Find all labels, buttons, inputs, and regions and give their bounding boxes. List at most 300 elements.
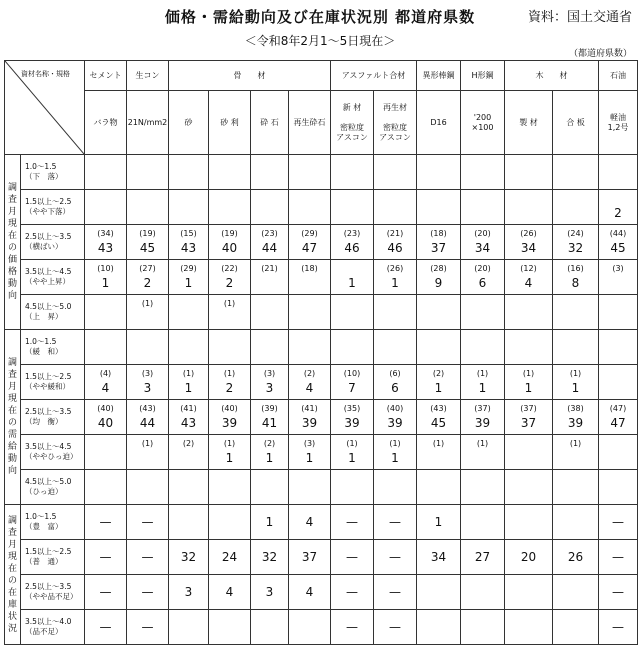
previous-value: (44) (609, 229, 627, 238)
data-cell (331, 155, 374, 190)
data-cell (461, 505, 505, 540)
current-value: 2 (143, 276, 152, 290)
column-header: 製 材 (505, 91, 553, 155)
level-label: 2.5以上～3.5 （均 衡） (21, 400, 85, 435)
table-row (5, 540, 638, 575)
corner-header (5, 61, 85, 155)
current-value: 45 (610, 241, 626, 255)
current-value: 43 (180, 416, 197, 430)
table-row (5, 260, 638, 295)
current-value: 39 (301, 416, 318, 430)
data-cell (505, 190, 553, 225)
current-value: 1 (391, 276, 399, 290)
table-row (5, 505, 638, 540)
data-cell (417, 190, 461, 225)
data-cell (289, 470, 331, 505)
current-value: — (141, 620, 154, 634)
data-cell (505, 330, 553, 365)
level-label: 1.5以上～2.5 （やや緩和） (21, 365, 85, 400)
previous-value: (43) (430, 404, 447, 413)
table-row (5, 190, 638, 225)
previous-value: (1) (223, 299, 236, 308)
data-cell (374, 400, 417, 435)
data-cell (553, 575, 599, 610)
current-value: 1 (478, 381, 487, 395)
previous-value: (41) (301, 404, 318, 413)
data-cell (417, 505, 461, 540)
previous-value: (1) (432, 439, 445, 448)
data-cell (85, 400, 127, 435)
column-header: '200 ×100 (461, 91, 505, 155)
data-cell (85, 330, 127, 365)
data-cell (289, 575, 331, 610)
current-value: 3 (143, 381, 152, 395)
table-row (5, 400, 638, 435)
previous-value: (4) (99, 369, 112, 378)
data-cell (374, 610, 417, 645)
column-header: バラ物 (85, 91, 127, 155)
current-value: — (346, 515, 358, 529)
group-header: アスファルト合材 (331, 61, 417, 91)
current-value: — (612, 585, 624, 599)
data-cell (127, 435, 169, 470)
level-label: 1.0～1.5 （豊 富） (21, 505, 85, 540)
previous-value: (20) (474, 229, 491, 238)
previous-value: (38) (567, 404, 584, 413)
previous-value: (37) (520, 404, 537, 413)
data-cell (331, 435, 374, 470)
current-value: — (99, 585, 112, 599)
current-value: 6 (478, 276, 487, 290)
current-value: 39 (387, 416, 403, 430)
data-cell (331, 190, 374, 225)
data-cell (553, 540, 599, 575)
data-cell (331, 540, 374, 575)
level-label: 3.5以上～4.0 （品不足） (21, 610, 85, 645)
data-cell (209, 190, 251, 225)
data-cell (599, 540, 638, 575)
current-value: — (389, 620, 401, 634)
data-cell (505, 470, 553, 505)
data-cell (251, 155, 289, 190)
data-cell (289, 330, 331, 365)
previous-value: (26) (520, 229, 537, 238)
data-cell (127, 260, 169, 295)
table-row (5, 330, 638, 365)
current-value: 26 (567, 550, 584, 564)
table-row (5, 365, 638, 400)
data-cell (553, 155, 599, 190)
current-value: 2 (225, 276, 234, 290)
data-cell (599, 365, 638, 400)
data-cell (505, 400, 553, 435)
current-value: 1 (391, 451, 399, 465)
data-cell (417, 575, 461, 610)
data-cell (599, 225, 638, 260)
data-cell (553, 400, 599, 435)
table-row (5, 610, 638, 645)
current-value: — (346, 550, 358, 564)
data-cell (209, 610, 251, 645)
data-cell (599, 435, 638, 470)
table-row (5, 155, 638, 190)
date-subtitle: ＜令和8年2月1～5日現在＞ (244, 34, 396, 48)
data-cell (505, 260, 553, 295)
data-cell (417, 260, 461, 295)
data-cell (85, 610, 127, 645)
data-cell (331, 470, 374, 505)
previous-value: (40) (386, 404, 404, 413)
previous-value: (2) (263, 439, 276, 448)
current-value: 1 (305, 451, 314, 465)
previous-value: (35) (343, 404, 361, 413)
data-cell (85, 190, 127, 225)
previous-value: (20) (474, 264, 491, 273)
data-cell (461, 295, 505, 330)
previous-value: (26) (386, 264, 404, 273)
current-value: 4 (524, 276, 533, 290)
level-label: 1.5以上～2.5 （普 通） (21, 540, 85, 575)
table-row (5, 470, 638, 505)
data-cell (461, 575, 505, 610)
current-value: — (389, 515, 401, 529)
level-label: 1.0～1.5 （下 落） (21, 155, 85, 190)
data-cell (209, 540, 251, 575)
data-cell (127, 330, 169, 365)
current-value: 44 (261, 241, 278, 255)
column-header: 新 材 密粒度 アスコン (331, 91, 374, 155)
data-cell (331, 505, 374, 540)
level-label: 4.5以上～5.0 （ひっ迫） (21, 470, 85, 505)
current-value: 4 (101, 381, 110, 395)
current-value: 1 (571, 381, 580, 395)
data-cell (331, 295, 374, 330)
current-value: 34 (430, 550, 447, 564)
current-value: 2 (614, 206, 622, 220)
previous-value: (28) (430, 264, 447, 273)
previous-value: (23) (261, 229, 278, 238)
current-value: — (346, 620, 358, 634)
current-value: 40 (221, 241, 238, 255)
level-label: 1.0～1.5 （緩 和） (21, 330, 85, 365)
group-header: 異形棒鋼 (417, 61, 461, 91)
previous-value: (1) (476, 439, 489, 448)
current-value: — (389, 585, 401, 599)
current-value: — (141, 550, 154, 564)
data-cell (461, 400, 505, 435)
data-cell (209, 505, 251, 540)
current-value: 32 (567, 241, 584, 255)
data-cell (553, 610, 599, 645)
data-cell (209, 365, 251, 400)
data-cell (209, 155, 251, 190)
data-cell (417, 435, 461, 470)
data-cell (289, 365, 331, 400)
data-cell (374, 295, 417, 330)
data-cell (209, 260, 251, 295)
data-cell (169, 260, 209, 295)
previous-value: (22) (221, 264, 238, 273)
data-cell (553, 225, 599, 260)
data-cell (169, 575, 209, 610)
data-cell (85, 225, 127, 260)
current-value: 27 (474, 550, 491, 564)
column-header: 再生砕石 (289, 91, 331, 155)
previous-value: (10) (343, 369, 361, 378)
data-cell (599, 155, 638, 190)
data-cell (553, 330, 599, 365)
data-cell (461, 365, 505, 400)
level-label: 3.5以上～4.5 （やや上昇） (21, 260, 85, 295)
current-value: 37 (301, 550, 318, 564)
current-value: — (612, 515, 624, 529)
data-cell (289, 260, 331, 295)
current-value: — (389, 550, 401, 564)
column-header: 再生材 密粒度 アスコン (374, 91, 417, 155)
level-label: 4.5以上～5.0 （上 昇） (21, 295, 85, 330)
current-value: 24 (221, 550, 238, 564)
current-value: 39 (474, 416, 491, 430)
data-cell (127, 225, 169, 260)
data-cell (85, 365, 127, 400)
column-header: 砂 (169, 91, 209, 155)
data-cell (374, 225, 417, 260)
data-cell (599, 400, 638, 435)
data-cell (553, 295, 599, 330)
data-cell (127, 400, 169, 435)
previous-value: (1) (141, 439, 154, 448)
data-cell (505, 295, 553, 330)
current-value: 34 (474, 241, 491, 255)
data-cell (374, 190, 417, 225)
previous-value: (18) (301, 264, 318, 273)
previous-value: (47) (609, 404, 627, 413)
current-value: — (99, 515, 112, 529)
column-header: 合 板 (553, 91, 599, 155)
section-label: 調査月現在の価格動向 (5, 155, 21, 330)
data-cell (461, 435, 505, 470)
current-value: — (99, 620, 112, 634)
data-cell (553, 435, 599, 470)
current-value: 1 (348, 276, 356, 290)
previous-value: (1) (389, 439, 401, 448)
current-value: 37 (520, 416, 537, 430)
corner-label: 資材名称・規格 (21, 70, 70, 78)
data-cell (251, 400, 289, 435)
current-value: 1 (524, 381, 533, 395)
current-value: 7 (348, 381, 356, 395)
data-cell (289, 435, 331, 470)
column-header: 砂 利 (209, 91, 251, 155)
current-value: 43 (180, 241, 197, 255)
data-cell (251, 610, 289, 645)
current-value: 1 (265, 451, 274, 465)
data-cell (169, 610, 209, 645)
data-cell (553, 470, 599, 505)
previous-value: (6) (389, 369, 401, 378)
table-row (5, 225, 638, 260)
previous-value: (1) (346, 439, 358, 448)
data-cell (289, 225, 331, 260)
data-cell (251, 260, 289, 295)
data-cell (251, 225, 289, 260)
data-cell (417, 400, 461, 435)
data-cell (85, 470, 127, 505)
data-cell (331, 225, 374, 260)
data-cell (209, 330, 251, 365)
data-cell (599, 470, 638, 505)
table-row (5, 295, 638, 330)
data-cell (331, 575, 374, 610)
previous-value: (19) (221, 229, 238, 238)
previous-value: (19) (139, 229, 156, 238)
previous-value: (3) (141, 369, 154, 378)
data-cell (374, 365, 417, 400)
data-cell (289, 610, 331, 645)
current-value: 4 (305, 381, 314, 395)
data-cell (461, 330, 505, 365)
data-cell (417, 225, 461, 260)
previous-value: (2) (303, 369, 316, 378)
data-cell (417, 470, 461, 505)
data-cell (505, 540, 553, 575)
data-cell (127, 540, 169, 575)
data-cell (169, 505, 209, 540)
data-cell (417, 365, 461, 400)
previous-value: (18) (430, 229, 447, 238)
data-cell (505, 505, 553, 540)
current-value: 1 (265, 515, 274, 529)
data-cell (331, 365, 374, 400)
data-cell (85, 540, 127, 575)
column-header: 軽油 1,2号 (599, 91, 638, 155)
current-value: 45 (430, 416, 447, 430)
table-row (5, 435, 638, 470)
previous-value: (1) (182, 369, 195, 378)
data-cell (461, 540, 505, 575)
previous-value: (41) (180, 404, 197, 413)
data-cell (251, 330, 289, 365)
previous-value: (1) (141, 299, 154, 308)
current-value: 44 (139, 416, 156, 430)
data-cell (169, 470, 209, 505)
data-cell (127, 155, 169, 190)
data-cell (461, 225, 505, 260)
data-cell (169, 365, 209, 400)
data-cell (505, 610, 553, 645)
data-cell (599, 575, 638, 610)
data-cell (599, 505, 638, 540)
previous-value: (16) (567, 264, 584, 273)
previous-value: (2) (182, 439, 195, 448)
current-value: 34 (520, 241, 537, 255)
level-label: 3.5以上～4.5 （ややひっ迫） (21, 435, 85, 470)
previous-value: (3) (612, 264, 624, 273)
previous-value: (27) (139, 264, 156, 273)
unit-label: （都道府県数） (568, 49, 632, 59)
data-cell (331, 260, 374, 295)
level-label: 2.5以上～3.5 （横ばい） (21, 225, 85, 260)
data-cell (374, 435, 417, 470)
group-header: H形鋼 (461, 61, 505, 91)
column-header: 21N/mm2 (127, 91, 169, 155)
current-value: 37 (430, 241, 447, 255)
data-cell (209, 225, 251, 260)
column-header: D16 (417, 91, 461, 155)
data-cell (461, 470, 505, 505)
data-cell (553, 365, 599, 400)
current-value: 1 (184, 381, 193, 395)
data-cell (289, 540, 331, 575)
data-cell (553, 190, 599, 225)
data-cell (374, 575, 417, 610)
data-cell (251, 190, 289, 225)
current-value: 46 (387, 241, 403, 255)
data-cell (553, 260, 599, 295)
data-cell (374, 470, 417, 505)
current-value: 39 (221, 416, 238, 430)
previous-value: (23) (343, 229, 361, 238)
previous-value: (29) (180, 264, 197, 273)
data-cell (331, 610, 374, 645)
previous-value: (39) (261, 404, 278, 413)
group-header: 骨 材 (169, 61, 331, 91)
data-cell (127, 295, 169, 330)
previous-value: (2) (432, 369, 445, 378)
current-value: 46 (344, 241, 360, 255)
data-cell (127, 610, 169, 645)
data-cell (461, 260, 505, 295)
data-cell (127, 470, 169, 505)
current-value: 45 (139, 241, 156, 255)
data-cell (417, 610, 461, 645)
current-value: 39 (344, 416, 360, 430)
current-value: 4 (225, 585, 234, 599)
previous-value: (15) (180, 229, 197, 238)
previous-value: (21) (261, 264, 278, 273)
current-value: — (99, 550, 112, 564)
data-cell (127, 575, 169, 610)
current-value: — (612, 550, 624, 564)
data-cell (599, 190, 638, 225)
previous-value: (43) (139, 404, 156, 413)
data-cell (374, 540, 417, 575)
data-cell (505, 435, 553, 470)
previous-value: (3) (303, 439, 316, 448)
group-header: 石油 (599, 61, 638, 91)
section-label: 調査月現在の需給動向 (5, 330, 21, 505)
data-cell (599, 330, 638, 365)
section-label: 調査月現在の在庫状況 (5, 505, 21, 645)
data-cell (251, 575, 289, 610)
data-cell (127, 505, 169, 540)
data-cell (374, 260, 417, 295)
current-value: 9 (434, 276, 443, 290)
data-cell (169, 155, 209, 190)
data-cell (169, 295, 209, 330)
current-value: 32 (261, 550, 278, 564)
previous-value: (1) (522, 369, 535, 378)
current-value: — (141, 515, 154, 529)
data-cell (169, 330, 209, 365)
data-cell (169, 400, 209, 435)
page-title: 価格・需給動向及び在庫状況別 都道府県数 (164, 8, 476, 26)
data-cell (461, 155, 505, 190)
previous-value: (37) (474, 404, 491, 413)
current-value: 4 (305, 515, 314, 529)
data-cell (417, 330, 461, 365)
current-value: 3 (184, 585, 193, 599)
